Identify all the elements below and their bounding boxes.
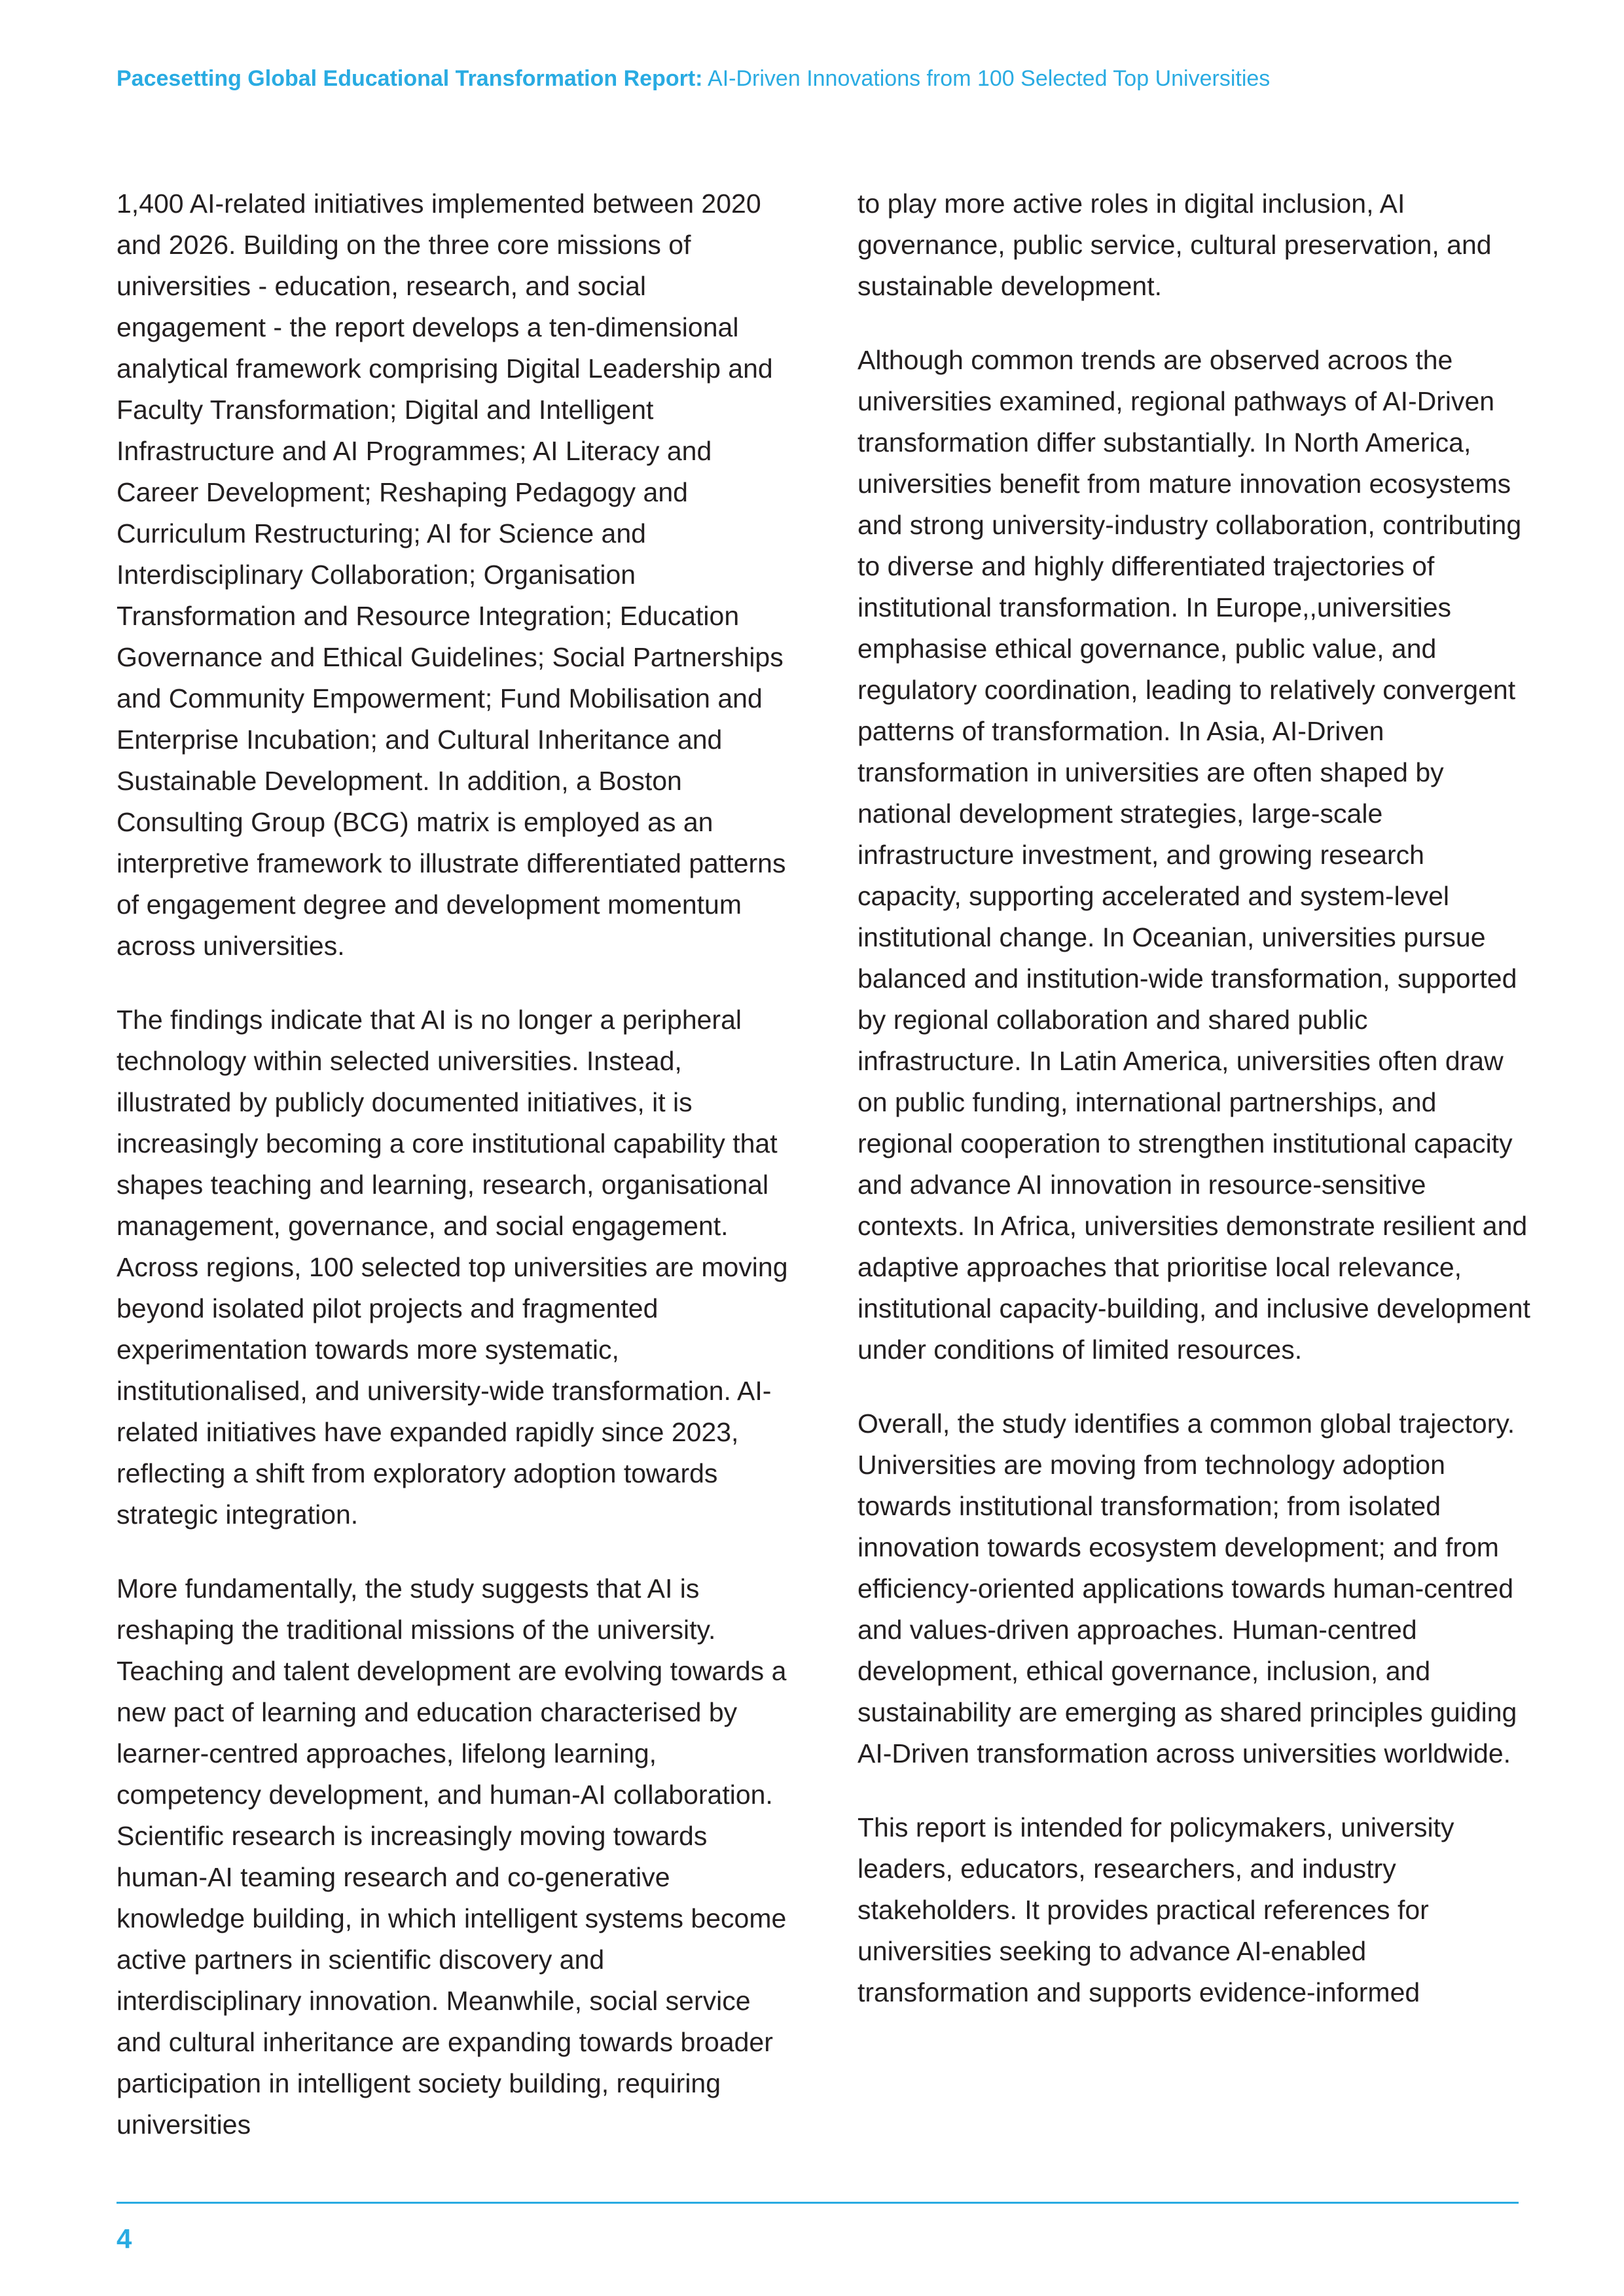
right-column (857, 183, 1532, 2046)
paragraph-global-trajectory: Overall, the study identifies a common global trajectory. Universities are moving from technology adoption towards institutional transformation; from isolated innovation towards ecosystem development; and from efficiency-oriented applications towards human-centred and values-driven approaches. Human-centred development, ethical governance, inclusion, and sustainability are emerging as shared principles guiding AI-Driven transformation across universities worldwide. (857, 1408, 1517, 1768)
running-header (117, 63, 1517, 94)
paragraph-regional-pathways: Although common trends are observed acroos the universities examined, regional pathways of AI-Driven transformation differ substantially. In North America, universities benefit from mature innovation ecosystems and strong university-industry collaboration, contributing to diverse and highly differentiated trajectories of institutional transformation. In Europe,,universities emphasise ethical governance, public value, and regulatory coordination, leading to relatively convergent patterns of transformation. In Asia, AI-Driven transformation in universities are often shaped by national development strategies, large-scale infrastructure investment, and growing research capacity, supporting accelerated and system-level institutional change. In Oceanian, universities pursue balanced and institution-wide transformation, supported by regional collaboration and shared public infrastructure. In Latin America, universities often draw on public funding, international partnerships, and regional cooperation to strengthen institutional capacity and advance AI innovation in resource-sensitive contexts. In Africa, universities demonstrate resilient and adaptive approaches that prioritise local relevance, institutional capacity-building, and inclusive development under conditions of limited resources. (857, 345, 1530, 1365)
paragraph-framework: 1,400 AI-related initiatives implemented between 2020 and 2026. Building on the three core missions of universities - education, research, and social engagement - the report develops a ten-dimensional analytical framework comprising Digital Leadership and Faculty Transformation; Digital and Intelligent Infrastructure and AI Programmes; AI Literacy and Career Development; Reshaping Pedagogy and Curriculum Restructuring; AI for Science and Interdisciplinary Collaboration; Organisation Transformation and Resource Integration; Education Governance and Ethical Guidelines; Social Partnerships and Community Empowerment; Fund Mobilisation and Enterprise Incubation; and Cultural Inheritance and Sustainable Development. In addition, a Boston Consulting Group (BCG) matrix is employed as an interpretive framework to illustrate differentiated patterns of engagement degree and development momentum across universities. (117, 188, 786, 961)
paragraph-missions-continued: to play more active roles in digital inclusion, AI governance, public service, cultural preservation, and sustainable development. (857, 188, 1492, 301)
page-number: 4 (117, 2223, 132, 2254)
left-column (117, 183, 791, 2178)
paragraph-findings: The findings indicate that AI is no longer a peripheral technology within selected universities. Instead, illustrated by publicly documented initiatives, it is increasingly becoming a core institutional capability that shapes teaching and learning, research, organisational management, governance, and social engagement. Across regions, 100 selected top universities are moving beyond isolated pilot projects and fragmented experimentation towards more systematic, institutionalised, and university-wide transformation. AI-related initiatives have expanded rapidly since 2023, reflecting a shift from exploratory adoption towards strategic integration. (117, 1005, 788, 1530)
header-report-title: Pacesetting Global Educational Transformation Report: (117, 66, 703, 91)
paragraph-missions: More fundamentally, the study suggests that AI is reshaping the traditional missions of the university. Teaching and talent development are evolving towards a new pact of learning and education characterised by learner-centred approaches, lifelong learning, competency development, and human-AI collaboration. Scientific research is increasingly moving towards human-AI teaming research and co-generative knowledge building, in which intelligent systems become active partners in scientific discovery and interdisciplinary innovation. Meanwhile, social service and cultural inheritance are expanding towards broader participation in intelligent society building, requiring universities (117, 1573, 787, 2140)
header-report-subtitle: AI-Driven Innovations from 100 Selected Top Universities (702, 66, 1271, 91)
paragraph-audience: This report is intended for policymakers, university leaders, educators, researchers, and industry stakeholders. It provides practical references for universities seeking to advance AI-enabled transformation and supports evidence-informed (857, 1812, 1454, 2007)
footer-divider (117, 2202, 1519, 2204)
